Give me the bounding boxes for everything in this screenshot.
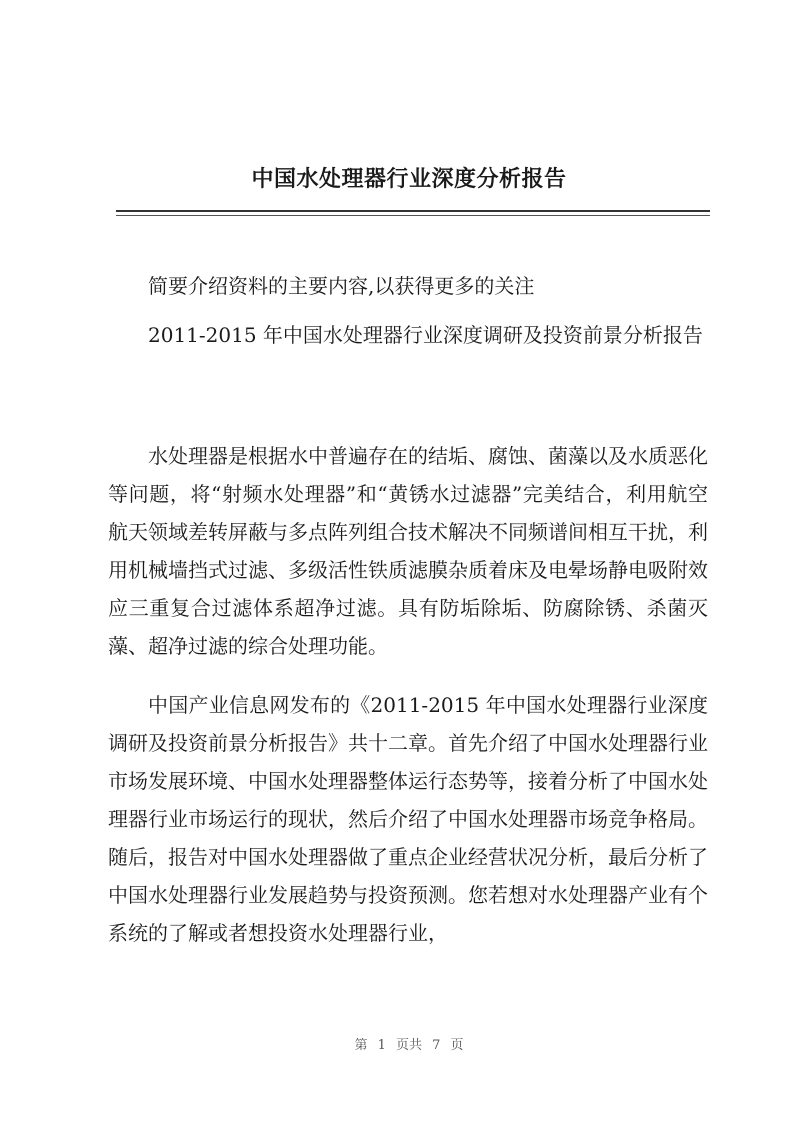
title-divider-thin: [116, 215, 710, 216]
description-paragraph: 水处理器是根据水中普遍存在的结垢、腐蚀、菌藻以及水质恶化等问题，将“射频水处理器”和“黄锈水过滤器”完美结合，利用航空航天领域差转屏蔽与多点阵列组合技术解决不同频谱间相互干扰，利用机械墙挡式过滤、多级活性铁质滤膜杂质着床及电晕场静电吸附效应三重复合过滤体系超净过滤。具有防垢除垢、防腐除锈、杀菌灭藻、超净过滤的综合处理功能。: [108, 444, 708, 658]
publication-paragraph: 中国产业信息网发布的《2011-2015 年中国水处理器行业深度调研及投资前景分析报告》共十二章。首先介绍了中国水处理器行业市场发展环境、中国水处理器整体运行态势等，接着分析了中国水处理器行业市场运行的现状，然后介绍了中国水处理器市场竞争格局。随后，报告对中国水处理器做了重点企业经营状况分析，最后分析了中国水处理器行业发展趋势与投资预测。您若想对水处理器产业有个系统的了解或者想投资水处理器行业，: [108, 693, 708, 945]
intro-text: 简要介绍资料的主要内容,以获得更多的关注: [148, 274, 535, 298]
title-divider: [116, 210, 710, 212]
page-number-footer: 第 1 页共 7 页: [354, 1038, 464, 1053]
document-title: 中国水处理器行业深度分析报告: [251, 166, 567, 192]
report-name: 2011-2015 年中国水处理器行业深度调研及投资前景分析报告: [148, 323, 703, 347]
